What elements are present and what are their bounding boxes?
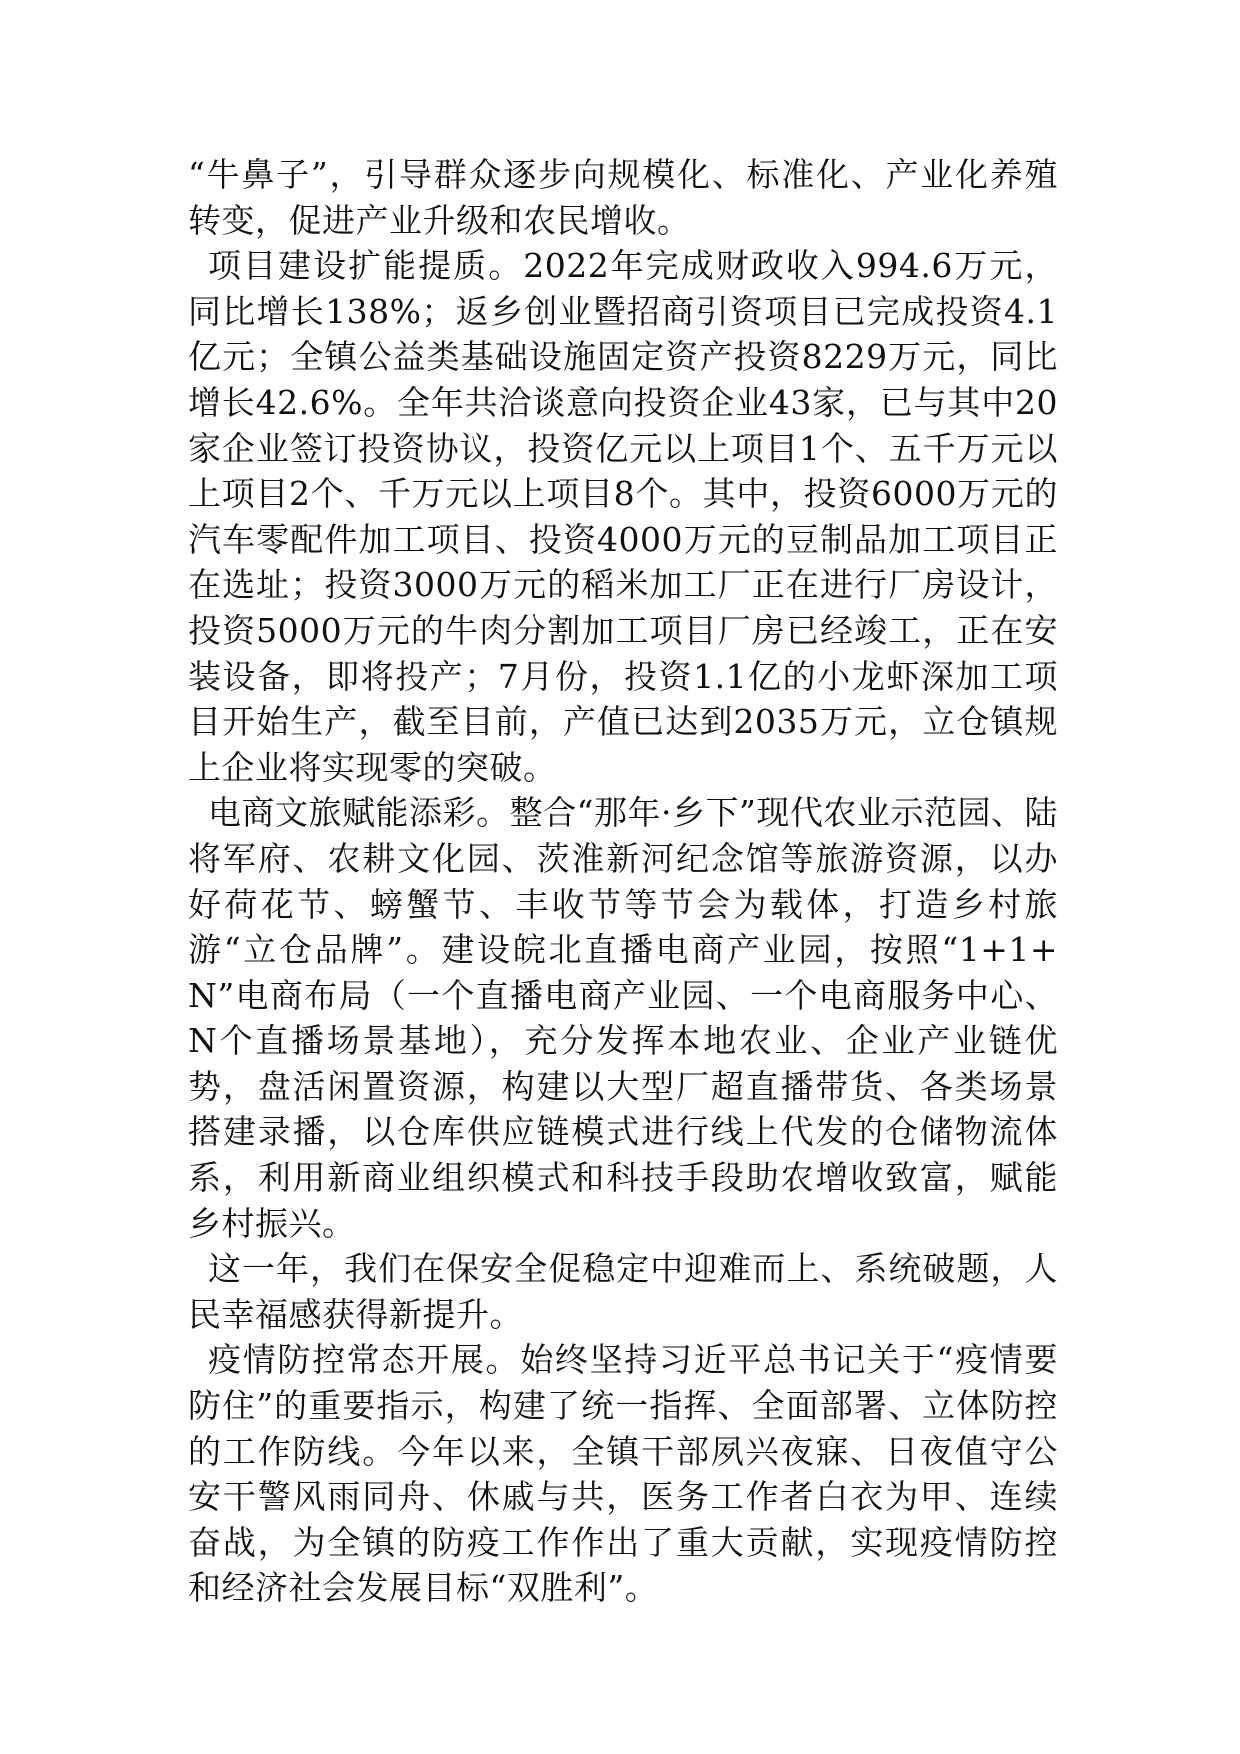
paragraph-5: 疫情防控常态开展。始终坚持习近平总书记关于“疫情要防住”的重要指示，构建了统一指挥、全面部署、立体防控的工作防线。今年以来，全镇干部夙兴夜寐、日夜值守公安干警风雨同舟、休戚与共，医务工作者白衣为甲、连续奋战，为全镇的防疫工作作出了重大贡献，实现疫情防控和经济社会发展目标“双胜利”。 xyxy=(188,1340,1058,1608)
document-body xyxy=(188,152,1058,1611)
paragraph-4: 这一年，我们在保安全促稳定中迎难而上、系统破题，人民幸福感获得新提升。 xyxy=(188,1249,1058,1334)
paragraph-3: 电商文旅赋能添彩。整合“那年·乡下”现代农业示范园、陆将军府、农耕文化园、茨淮新河纪念馆等旅游资源，以办好荷花节、螃蟹节、丰收节等节会为载体，打造乡村旅游“立仓品牌”。建设皖北直播电商产业园，按照“1+1+N”电商布局（一个直播电商产业园、一个电商服务中心、N个直播场景基地），充分发挥本地农业、企业产业链优势，盘活闲置资源，构建以大型厂超直播带货、各类场景搭建录播，以仓库供应链模式进行线上代发的仓储物流体系，利用新商业组织模式和科技手段助农增收致富，赋能乡村振兴。 xyxy=(188,793,1058,1243)
paragraph-1: “牛鼻子”，引导群众逐步向规模化、标准化、产业化养殖转变，促进产业升级和农民增收。 xyxy=(188,155,1058,240)
paragraph-2: 项目建设扩能提质。2022年完成财政收入994.6万元，同比增长138%；返乡创业暨招商引资项目已完成投资4.1亿元；全镇公益类基础设施固定资产投资8229万元，同比增长42.6%。全年共洽谈意向投资企业43家，已与其中20家企业签订投资协议，投资亿元以上项目1个、五千万元以上项目2个、千万元以上项目8个。其中，投资6000万元的汽车零配件加工项目、投资4000万元的豆制品加工项目正在选址；投资3000万元的稻米加工厂正在进行厂房设计，投资5000万元的牛肉分割加工项目厂房已经竣工，正在安装设备，即将投产；7月份，投资1.1亿的小龙虾深加工项目开始生产，截至目前，产值已达到2035万元，立仓镇规上企业将实现零的突破。 xyxy=(188,246,1058,787)
